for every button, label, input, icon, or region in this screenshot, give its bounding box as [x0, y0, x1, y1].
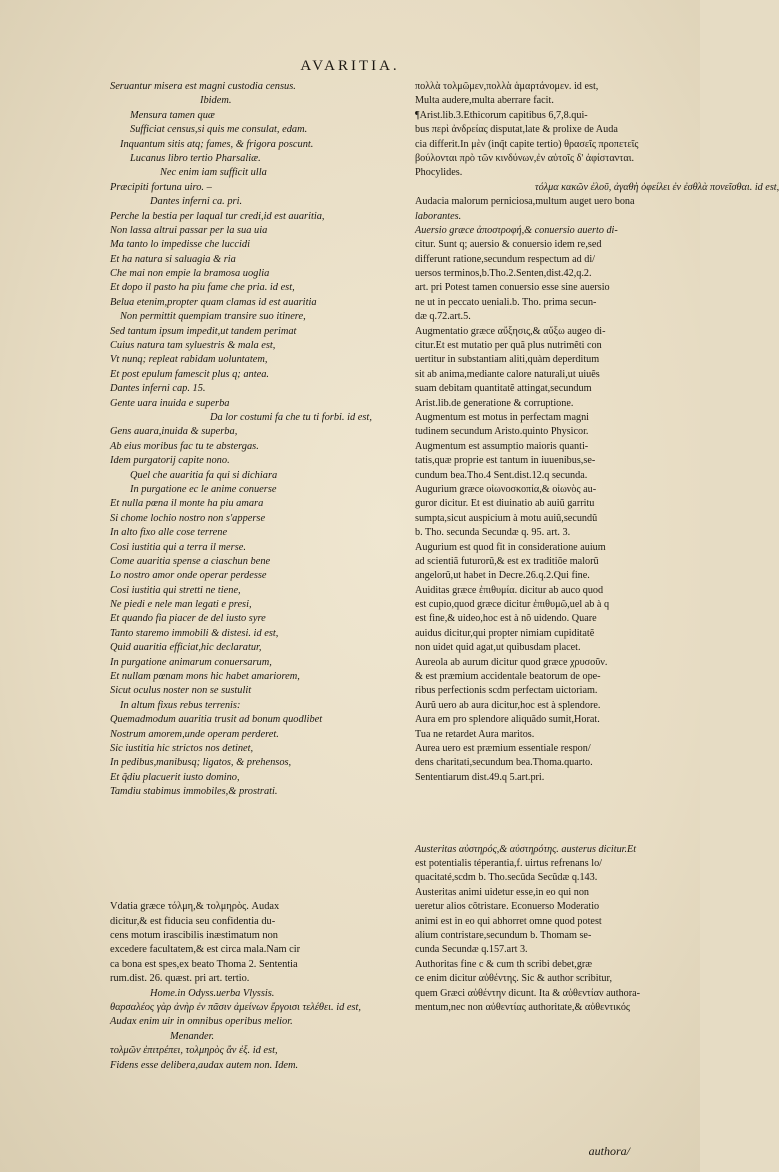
text-line: Auersio græce ἀποστροφή,& conuersio auerto di-: [415, 224, 618, 236]
text-line: Et post epulum famescit plus q; antea.: [110, 368, 270, 380]
text-line: [110, 886, 410, 900]
text-line: Cosi iustitia qui a terra il merse.: [110, 541, 246, 553]
text-line: [415, 785, 685, 799]
text-line: Ma tanto lo impedisse che luccidi: [110, 239, 250, 251]
text-line: Lucanus libro tertio Pharsaliæ.: [130, 152, 261, 164]
text-line: est potentialis téperantia,f. uirtus refrenans lo/: [415, 858, 602, 870]
text-line: dicitur,& est fiducia seu confidentia du-: [110, 915, 276, 927]
text-line: τόλμα κακῶν ἐλοῦ, ἀγαθὴ ὀφείλει ἐν ἐσθλὰ πονεῖσθαι. id est,: [535, 181, 779, 193]
text-line: Tua ne retardet Aura maritos.: [415, 728, 535, 740]
text-line: Et dopo il pasto ha piu fame che pria. id est,: [110, 282, 295, 294]
text-line: Arist.lib.de generatione & corruptione.: [415, 397, 574, 409]
text-line: Ibidem.: [200, 95, 232, 107]
text-line: Et nullam pœnam mons hic habet amariorem,: [110, 671, 300, 683]
text-line: Audax enim uir in omnibus operibus melior.: [110, 1016, 293, 1028]
text-line: Auiditas græce ἐπιθυμία. dicitur ab auco quod: [415, 584, 604, 596]
text-line: Home.in Odyss.uerba Vlyssis.: [150, 987, 275, 999]
text-line: ne ut in peccato ueniali.b. Tho. prima secun-: [415, 296, 597, 308]
text-line: Et nulla pœna il monte ha piu amara: [110, 498, 264, 510]
text-line: rum.dist. 26. quæst. pri art. tertio.: [110, 973, 250, 985]
text-line: [110, 814, 410, 828]
text-line: citur.Et est mutatio per quã plus nutrimẽti con: [415, 340, 602, 352]
text-line: sumpta,sicut auspicium à motu auiũ,secundũ: [415, 512, 598, 524]
right-column: [415, 80, 779, 1102]
text-line: In purgatione ec le anime conuerse: [130, 483, 277, 495]
text-line: [415, 1044, 685, 1058]
text-line: Tamdiu stabimus immobiles,& prostrati.: [110, 786, 278, 798]
text-line: Nostrum amorem,unde operam perderet.: [110, 728, 279, 740]
text-line: non uidet quid agat,ut quibusdam placet.: [415, 642, 581, 654]
text-line: ribus perfectionis scdm perfectam uictoriam.: [415, 685, 598, 697]
text-line: laborantes.: [415, 210, 462, 222]
text-line: Si chome lochio nostro non s'apperse: [110, 512, 266, 524]
text-line: dens charitati,secundum bea.Thoma.quarto.: [415, 757, 593, 769]
text-line: In purgatione animarum conuersarum,: [110, 656, 272, 668]
text-line: Belua etenim,propter quam clamas id est auaritia: [110, 296, 317, 308]
text-line: Et ha natura si saluagia & ria: [110, 253, 236, 265]
text-line: Gente uara inuida e superba: [110, 397, 230, 409]
text-line: Aura em pro splendore aliquãdo sumit,Horat.: [415, 714, 600, 726]
text-line: bus περὶ ἀνδρείας disputat,late & prolixe de Auda: [415, 124, 618, 136]
text-line: Mensura tamen quæ: [130, 109, 215, 121]
text-line: quacitaté,scdm b. Tho.secũda Secũdæ q.143.: [415, 872, 598, 884]
text-line: Nec enim iam sufficit ulla: [160, 167, 267, 179]
text-line: mentum,nec non αὐθεντίας authoritate,& αὐθεντικός: [415, 1002, 630, 1013]
text-line: [110, 857, 410, 871]
text-line: [415, 1059, 685, 1073]
text-line: Augmentum est assumptio maioris quanti-: [415, 440, 589, 452]
text-line: Inquantum sitis atq; fames, & frigora poscunt.: [120, 138, 314, 150]
text-line: Sufficiat census,si quis me consulat, edam.: [130, 124, 308, 136]
text-line: Augmentatio græce αὔξησις,& αὔξω augeo di-: [415, 325, 606, 337]
text-line: [415, 814, 685, 828]
text-line: Præcipiti fortuna uiro. –: [110, 181, 212, 193]
text-line: Sic iustitia hic strictos nos detinet,: [110, 742, 254, 754]
text-line: auidus dicitur,qui propter nimiam cupiditatẽ: [415, 627, 595, 639]
text-line: Sed tantum ipsum impedit,ut tandem perimat: [110, 325, 297, 337]
text-line: uersos terminos,b.Tho.2.Senten,dist.42,q.2.: [415, 268, 592, 280]
text-line: alium contristare,secundum b. Thomam se-: [415, 930, 592, 942]
text-line: art. pri Potest tamen conuersio esse sine auersio: [415, 282, 610, 294]
text-line: [110, 871, 410, 885]
text-line: Augurium græce οἰωνοσκοπία,& οἰωνὸς au-: [415, 483, 597, 495]
text-line: suam debitam quantitatẽ attingat,secundum: [415, 383, 592, 395]
text-line: [415, 828, 685, 842]
text-line: cunda Secundæ q.157.art 3.: [415, 944, 528, 956]
text-line: citur. Sunt q; auersio & conuersio idem re,sed: [415, 239, 602, 251]
text-line: [110, 843, 410, 857]
text-line: & est præmium accidentale beatorum de ope-: [415, 671, 601, 683]
text-line: dæ q.72.art.5.: [415, 311, 471, 323]
text-line: Idem purgatorij capite nono.: [110, 455, 230, 467]
text-line: In altum fixus rebus terrenis:: [120, 699, 241, 711]
text-line: πολλὰ τολμῶμεν,πολλὰ ἁμαρτάνομεν. id est,: [415, 81, 599, 92]
text-line: τολμῶν ἐπιτρέπει, τολμηρὸς ἂν ἐξ. id est,: [110, 1045, 278, 1057]
text-line: Vt nunq; repleat rabidam uoluntatem,: [110, 354, 268, 366]
text-line: Augmentum est motus in perfectam magni: [415, 411, 589, 423]
text-line: [110, 828, 410, 842]
text-line: [415, 800, 685, 814]
text-line: b. Tho. secunda Secundæ q. 95. art. 3.: [415, 527, 571, 539]
text-line: Aurũ uero ab aura dicitur,hoc est à splendore.: [415, 699, 601, 711]
text-line: [415, 1087, 685, 1101]
text-line: uertitur in substantiam aliti,quàm deperditum: [415, 354, 600, 366]
text-line: Quel che auaritia fa qui si dichiara: [130, 469, 278, 481]
text-line: Gens auara,inuida & superba,: [110, 426, 238, 438]
text-line: est cupio,quod græce dicitur ἐπιθυμῶ,uel ab à q: [415, 599, 610, 611]
text-line: ad scientiã futurorũ,& est ex traditiõe malorũ: [415, 555, 599, 567]
text-line: Phocylides.: [415, 167, 463, 179]
text-line: Lo nostro amor onde operar perdesse: [110, 570, 267, 582]
text-line: differunt ratione,secundum respectum ad di/: [415, 253, 596, 265]
text-line: [415, 1073, 685, 1087]
text-line: Sicut oculus noster non se sustulit: [110, 685, 252, 697]
text-line: θαρσαλέος γὰρ ἀνὴρ ἐν πᾶσιν ἀμείνων ἔργοισι τελέθει. id est,: [110, 1002, 362, 1013]
text-line: Sententiarum dist.49.q 5.art.pri.: [415, 771, 545, 783]
text-line: cia differit.In μὲν (inq̃t capite tertio) θρασεῖς προπετεῖς: [415, 138, 639, 150]
text-line: [110, 800, 410, 814]
text-line: animi est in eo qui abhorret omne quod potest: [415, 915, 602, 927]
text-line: ueretur alios cõtristare. Econuerso Moderatio: [415, 901, 600, 913]
text-line: Da lor costumi fa che tu ti forbi. id est,: [210, 411, 372, 423]
text-line: Ne piedi e nele man legati e presi,: [110, 599, 252, 611]
text-line: Quemadmodum auaritia trusit ad bonum quodlibet: [110, 714, 323, 726]
text-line: tatis,quæ proprie est tantum in iuuenibus,se-: [415, 455, 596, 467]
text-line: ca bona est spes,ex beato Thoma 2. Sententia: [110, 958, 298, 970]
text-line: Audacia malorum perniciosa,multum auget uero bona: [415, 196, 635, 208]
text-line: cens motum irascibilis inæstimatum non: [110, 930, 278, 942]
text-line: Augurium est quod fit in consideratione auium: [415, 541, 606, 553]
text-line: Aurea uero est præmium essentiale respon/: [415, 742, 591, 754]
text-line: Dantes inferni ca. pri.: [150, 196, 243, 208]
text-line: Austeritas animi uidetur esse,in eo qui non: [415, 886, 590, 898]
text-line: In pedibus,manibusq; ligatos, & prehensos,: [110, 757, 292, 769]
text-line: Seruantur misera est magni custodia census.: [110, 81, 296, 92]
text-line: Tanto staremo immobili & distesi. id est,: [110, 627, 279, 639]
text-line: excedere facultatem,& est circa mala.Nam cir: [110, 944, 301, 956]
text-line: tudinem secundum Aristo.quinto Physicor.: [415, 426, 589, 438]
text-line: [415, 1030, 685, 1044]
text-line: Vdatia græce τόλμη,& τολμηρὸς. Audax: [110, 901, 280, 913]
text-line: Multa audere,multa aberrare facit.: [415, 95, 554, 107]
text-line: Aureola ab aurum dicitur quod græce χρυσοῦν.: [415, 656, 608, 668]
text-line: Et q̃diu placuerit iusto domino,: [110, 771, 240, 783]
text-line: sit ab anima,mediante calore naturali,ut uiuẽs: [415, 368, 600, 380]
running-head: AVARITIA.: [300, 58, 400, 74]
text-line: ce enim dicitur αὐθέντης. Sic & author scribitur,: [415, 973, 613, 985]
catchword: authora/: [588, 1144, 630, 1158]
text-line: Che mai non empie la bramosa uoglia: [110, 268, 270, 280]
text-line: Quid auaritia efficiat,hic declaratur,: [110, 642, 262, 654]
text-line: In alto fixo alle cose terrene: [110, 527, 228, 539]
text-line: Non lassa altrui passar per la sua uia: [110, 224, 268, 236]
text-line: quem Græci αὐθέντην dicunt. Ita & αὐθεντίαν authora-: [415, 987, 641, 999]
text-line: Et quando fia piacer de del iusto syre: [110, 613, 266, 625]
left-column: [110, 80, 410, 1073]
text-line: βούλονται πρὸ τῶν κινδύνων,ἐν αὐτοῖς δ' ἀφίστανται.: [415, 152, 635, 164]
text-line: guror dicitur. Et est diuinatio ab auiũ garritu: [415, 498, 595, 510]
text-line: Dantes inferni cap. 15.: [110, 383, 206, 395]
text-line: angelorũ,ut habet in Decre.26.q.2.Qui fine.: [415, 570, 590, 582]
text-line: est fine,& uideo,hoc est à nõ uidendo. Quare: [415, 613, 597, 625]
text-line: Austeritas αὐστηρός,& αὐστηρότης. austerus dicitur.Et: [415, 843, 637, 855]
text-line: Perche la bestia per laqual tur credi,id est auaritia,: [110, 210, 325, 222]
text-line: Authoritas fine c & cum th scribi debet,græ: [415, 958, 593, 970]
text-line: Come auaritia spense a ciaschun bene: [110, 555, 271, 567]
text-line: Ab eius moribus fac tu te abstergas.: [110, 440, 259, 452]
text-line: ¶Arist.lib.3.Ethicorum capitibus 6,7,8.qui-: [415, 109, 588, 121]
text-line: Menander.: [170, 1030, 215, 1042]
text-line: Cosi iustitia qui stretti ne tiene,: [110, 584, 241, 596]
text-line: Non permittit quempiam transire suo itinere,: [120, 311, 306, 323]
text-line: Fidens esse delibera,audax autem non. Idem.: [110, 1059, 299, 1071]
text-line: [415, 1015, 685, 1029]
text-line: cundum bea.Tho.4 Sent.dist.12.q secunda.: [415, 469, 588, 481]
text-line: Cuius natura tam syluestris & mala est,: [110, 340, 276, 352]
